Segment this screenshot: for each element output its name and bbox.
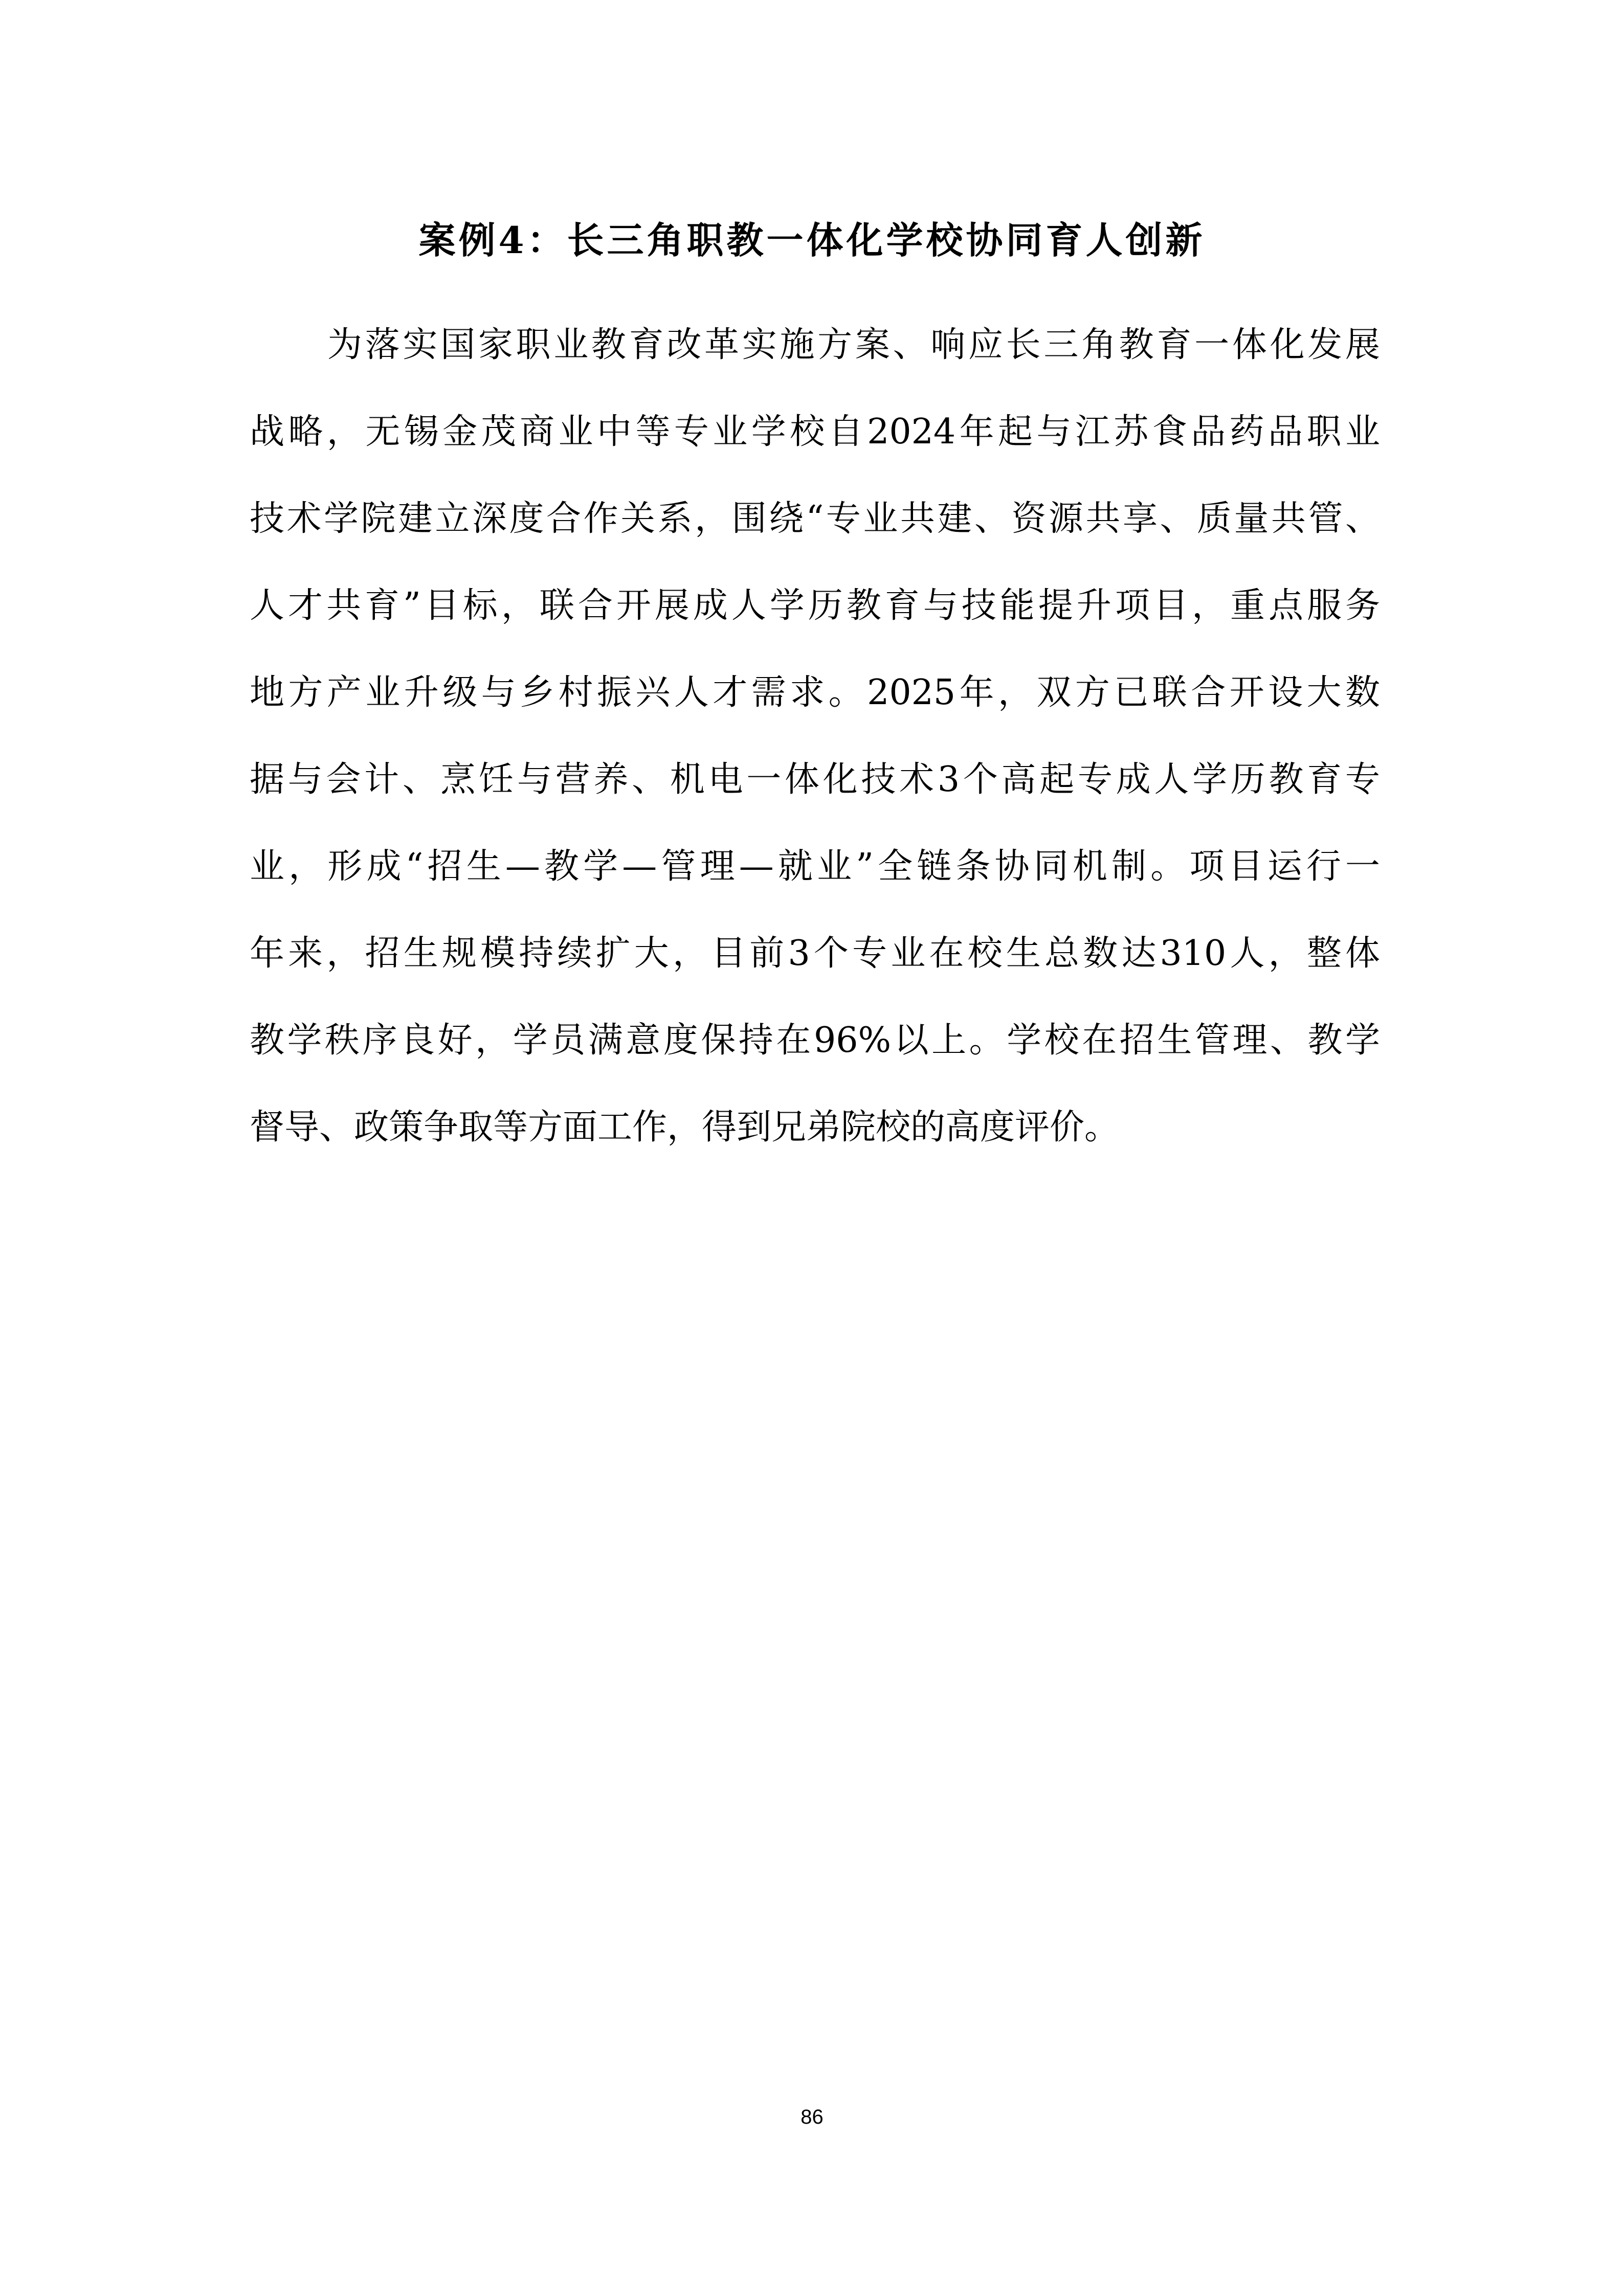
paragraph-line: 地方产业升级与乡村振兴人才需求。2025年，双方已联合开设大数 [250,672,1380,713]
paragraph-line: 人才共育”目标，联合开展成人学历教育与技能提升项目，重点服务 [250,586,1380,626]
page-number: 86 [800,2106,824,2128]
paragraph-line: 年来，招生规模持续扩大，目前3个专业在校生总数达310人，整体 [250,933,1380,974]
case-paragraph [250,302,1380,1171]
paragraph-line: 据与会计、烹饪与营养、机电一体化技术3个高起专成人学历教育专 [250,759,1380,800]
paragraph-line: 技术学院建立深度合作关系，围绕“专业共建、资源共享、质量共管、 [250,499,1380,539]
paragraph-line: 战略，无锡金茂商业中等专业学校自2024年起与江苏食品药品职业 [250,412,1380,452]
paragraph-line: 教学秩序良好，学员满意度保持在96%以上。学校在招生管理、教学 [250,1020,1380,1061]
case-title: 案例4：长三角职教一体化学校协同育人创新 [418,218,1206,262]
paragraph-line: 为落实国家职业教育改革实施方案、响应长三角教育一体化发展 [327,325,1380,365]
paragraph-line: 业，形成“招生—教学—管理—就业”全链条协同机制。项目运行一 [250,846,1380,887]
paragraph-line: 督导、政策争取等方面工作，得到兄弟院校的高度评价。 [250,1107,1120,1147]
